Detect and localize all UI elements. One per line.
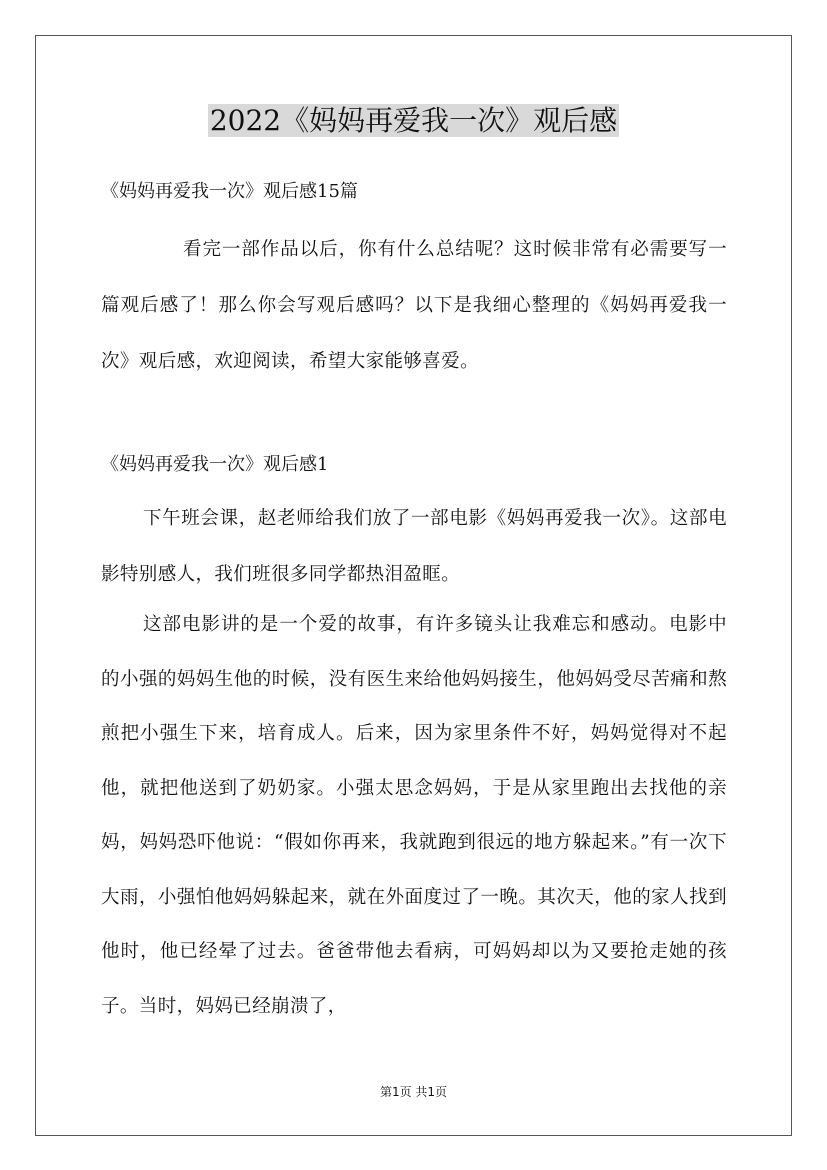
- document-subtitle: 《妈妈再爱我一次》观后感15篇: [101, 181, 358, 202]
- intro-paragraph: 看完一部作品以后，你有什么总结呢？这时候非常有必需要写一篇观后感了！那么你会写观后感吗？以下是我细心整理的《妈妈再爱我一次》观后感，欢迎阅读，希望大家能够喜爱。: [101, 239, 727, 372]
- document-title: [0, 100, 827, 142]
- page-footer: 第1页 共1页: [379, 1085, 448, 1099]
- body-paragraph: 这部电影讲的是一个爱的故事，有许多镜头让我难忘和感动。电影中的小强的妈妈生他的时候，没有医生来给他妈妈接生，他妈妈受尽苦痛和熬煎把小强生下来，培育成人。后来，因为家里条件不好，妈妈觉得对不起他，就把他送到了奶奶家。小强太思念妈妈，于是从家里跑出去找他的亲妈，妈妈恐吓他说：“假如你再来，我就跑到很远的地方躲起来。”有一次下大雨，小强怕他妈妈躲起来，就在外面度过了一晚。其次天，他的家人找到他时，他已经晕了过去。爸爸带他去看病，可妈妈却以为又要抢走她的孩子。当时，妈妈已经崩溃了，: [101, 614, 727, 1017]
- section-heading: 《妈妈再爱我一次》观后感1: [101, 454, 329, 475]
- body-paragraph: 下午班会课，赵老师给我们放了一部电影《妈妈再爱我一次》。这部电影特别感人，我们班很多同学都热泪盈眶。: [101, 508, 727, 585]
- document-title-text: 2022《妈妈再爱我一次》观后感: [209, 104, 618, 137]
